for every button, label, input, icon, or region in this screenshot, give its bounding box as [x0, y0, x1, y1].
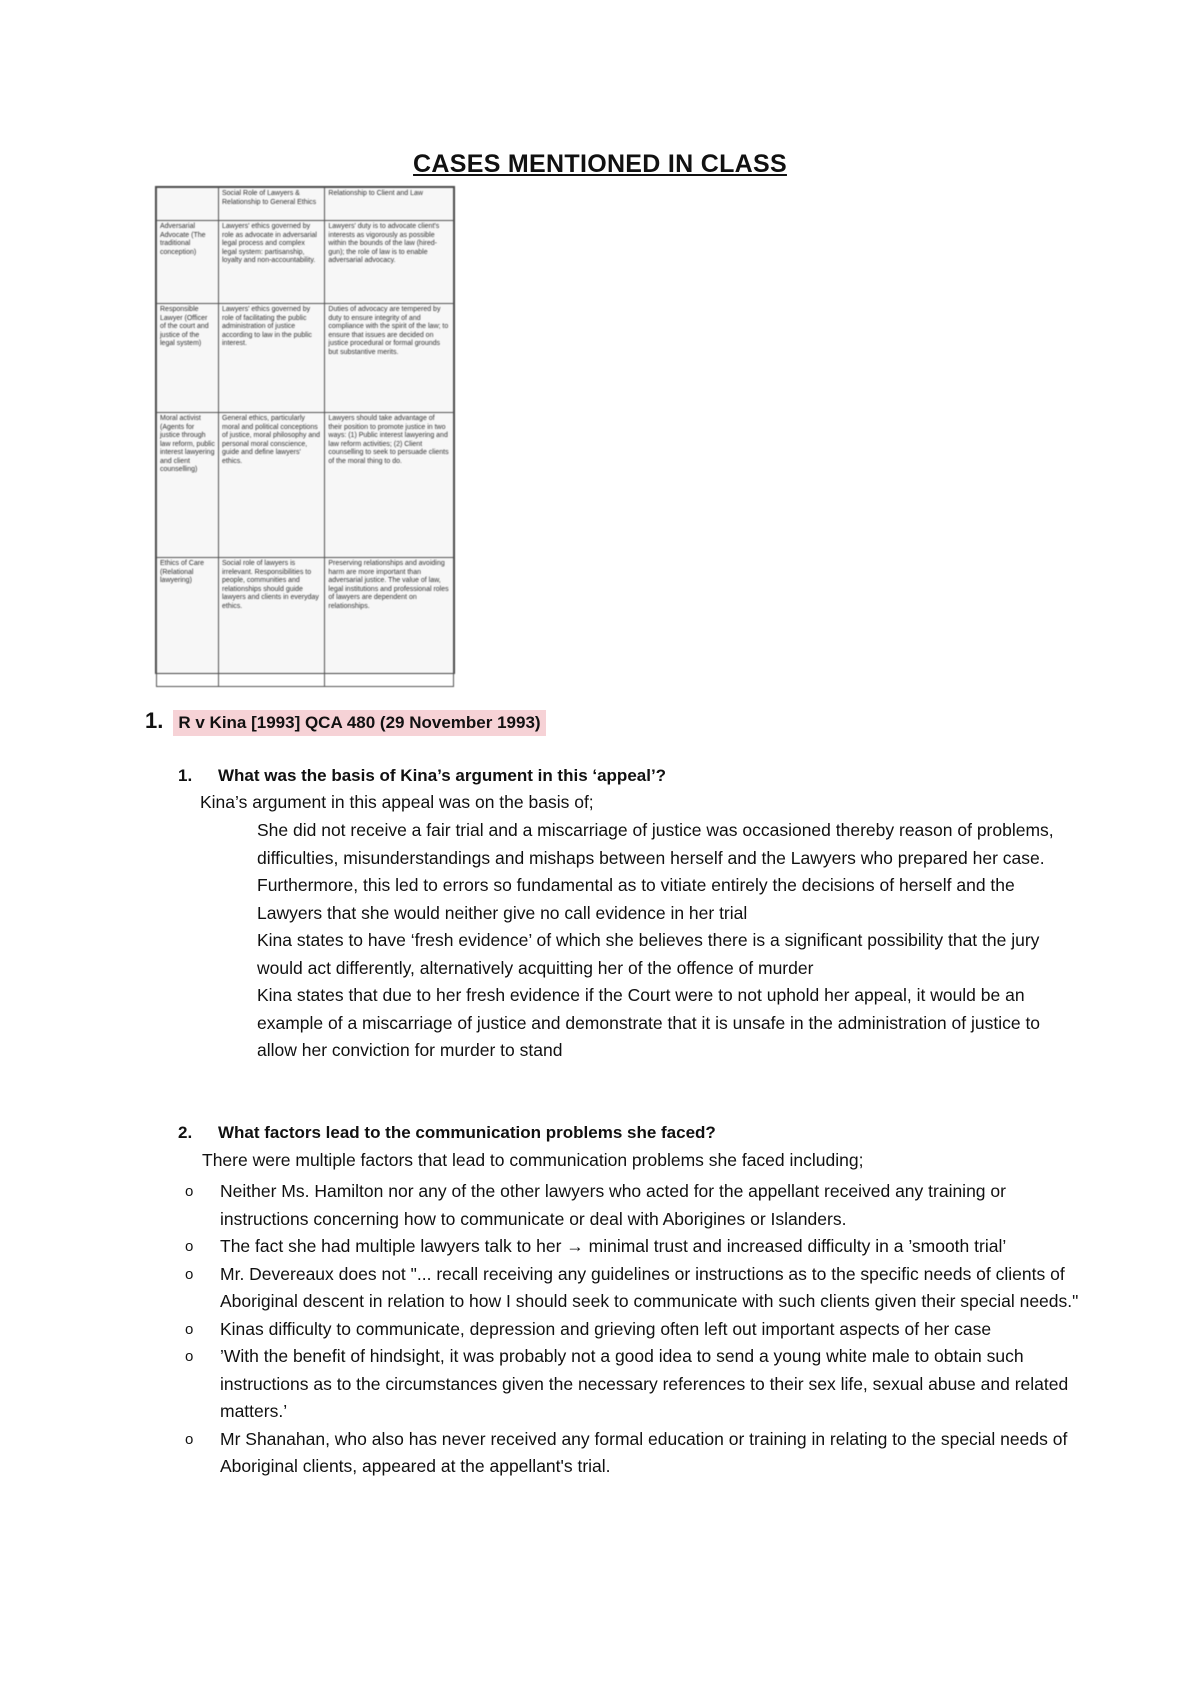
question-text: What factors lead to the communication problems she faced? — [218, 1123, 716, 1142]
list-item: o Neither Ms. Hamilton nor any of the other lawyers who acted for the appellant received any training or instructions concerning how to communicate or deal with Aborigines or Islanders. — [185, 1178, 1085, 1233]
ethics-table — [156, 187, 454, 687]
table-cell: Social Role of Lawyers & Relationship to General Ethics — [219, 188, 325, 221]
table-cell: Relationship to Client and Law — [325, 188, 454, 221]
table-cell: Lawyers should take advantage of their position to promote justice in two ways: (1) Public interest lawyering and law reform activities; (2) Client counselling to seek to persuade clients of the moral thing to do. — [325, 413, 454, 558]
table-row — [157, 413, 454, 558]
case-heading — [145, 708, 546, 736]
table-cell: Preserving relationships and avoiding harm are more important than adversarial justice. The value of law, legal institutions and professional roles of lawyers are dependent on relationships. — [325, 558, 454, 687]
bullet-marker: o — [185, 1238, 194, 1255]
question-2 — [178, 1123, 716, 1143]
list-item: o ’With the benefit of hindsight, it was probably not a good idea to send a young white male to obtain such instructions as to the circumstances given the necessary references to their sex life, sexual abuse and related matters.’ — [185, 1343, 1085, 1426]
case-title-highlighted: R v Kina [1993] QCA 480 (29 November 1993) — [173, 710, 545, 736]
bullet-marker: o — [185, 1430, 194, 1448]
bullet-marker: o — [185, 1183, 194, 1200]
table-row — [157, 188, 454, 221]
answer-intro: There were multiple factors that lead to communication problems she faced including; — [202, 1150, 864, 1170]
page-title: CASES MENTIONED IN CLASS — [413, 150, 787, 178]
table-cell: Ethics of Care (Relational lawyering) — [157, 558, 219, 687]
bullet-marker: o — [185, 1265, 194, 1283]
question-number: 1. — [178, 766, 193, 785]
table-row — [157, 304, 454, 413]
question-text: What was the basis of Kina’s argument in this ‘appeal’? — [218, 766, 667, 785]
answer-paragraph: She did not receive a fair trial and a miscarriage of justice was occasioned thereby reason of problems, difficulties, misunderstandings and mishaps between herself and the Lawyers who prepared her case. Furthermore, this led to errors so fundamental as to vitiate entirely the decisions of herself and the Lawyers that she would neither give no call evidence in her trial — [257, 820, 1054, 923]
answer-intro: Kina’s argument in this appeal was on the basis of; — [200, 792, 594, 812]
factor-list — [185, 1178, 1085, 1481]
answer-paragraphs — [257, 817, 1077, 1065]
table-cell: Responsible Lawyer (Officer of the court and justice of the legal system) — [157, 304, 219, 413]
bullet-marker: o — [185, 1348, 194, 1365]
list-item: o Mr. Devereaux does not "... recall receiving any guidelines or instructions as to the specific needs of clients of Aboriginal descent in relation to how I should seek to communicate with such clients given their special needs." — [185, 1261, 1085, 1316]
table-cell: Lawyers' ethics governed by role as advocate in adversarial legal process and complex legal system: partisanship, loyalty and non-accountability. — [219, 221, 325, 304]
table-row — [157, 221, 454, 304]
scanned-ethics-table-image — [155, 186, 455, 674]
table-row — [157, 558, 454, 687]
table-cell: Lawyers' ethics governed by role of facilitating the public administration of justice according to law in the public interest. — [219, 304, 325, 413]
question-number: 2. — [178, 1123, 193, 1142]
answer-paragraph: Kina states to have ‘fresh evidence’ of which she believes there is a significant possibility that the jury would act differently, alternatively acquitting her of the offence of murder — [257, 930, 1040, 978]
question-1 — [178, 766, 666, 786]
answer-paragraph: Kina states that due to her fresh evidence if the Court were to not uphold her appeal, it would be an example of a miscarriage of justice and demonstrate that it is unsafe in the administration of justice to allow her conviction for murder to stand — [257, 985, 1041, 1060]
case-number: 1. — [145, 708, 164, 733]
list-item: o Mr Shanahan, who also has never received any formal education or training in relating to the special needs of Aboriginal clients, appeared at the appellant's trial. — [185, 1426, 1085, 1481]
table-cell: Duties of advocacy are tempered by duty to ensure integrity of and compliance with the spirit of the law; to ensure that issues are decided on justice procedural or formal grounds but substantive merits. — [325, 304, 454, 413]
table-cell: Lawyers' duty is to advocate client's interests as vigorously as possible within the bounds of the law (hired-gun); the role of law is to enable adversarial advocacy. — [325, 221, 454, 304]
table-cell: Moral activist (Agents for justice through law reform, public interest lawyering and client counselling) — [157, 413, 219, 558]
table-cell: General ethics, particularly moral and political conceptions of justice, moral philosophy and personal moral conscience, guide and define lawyers' ethics. — [219, 413, 325, 558]
table-cell: Adversarial Advocate (The traditional conception) — [157, 221, 219, 304]
table-cell: Social role of lawyers is irrelevant. Responsibilities to people, communities and relationships should guide lawyers and clients in everyday ethics. — [219, 558, 325, 687]
bullet-marker: o — [185, 1320, 194, 1338]
list-item: o The fact she had multiple lawyers talk to her → minimal trust and increased difficulty in a ’smooth trial’ — [185, 1233, 1085, 1261]
table-cell — [157, 188, 219, 221]
list-item: o Kinas difficulty to communicate, depression and grieving often left out important aspects of her case — [185, 1316, 1085, 1344]
